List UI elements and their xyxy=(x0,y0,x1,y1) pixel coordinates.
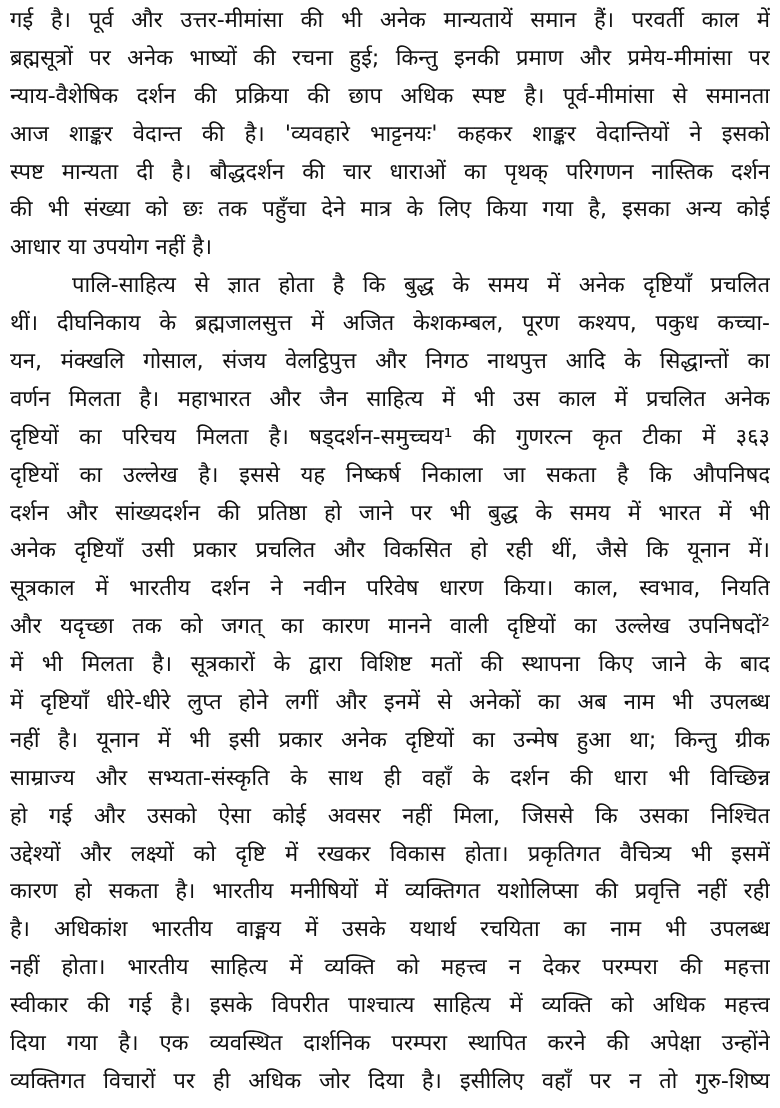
text-line: की भी संख्या को छः तक पहुँचा देने मात्र के लिए किया गया है, इसका अन्य कोई xyxy=(10,197,770,223)
text-line: दिया गया है। एक व्यवस्थित दार्शनिक परम्परा स्थापित करने की अपेक्षा उन्होंने xyxy=(10,1031,770,1057)
document-page xyxy=(10,2,770,1101)
text-line: थीं। दीघनिकाय के ब्रह्मजालसुत्त में अजित केशकम्बल, पूरण कश्यप, पकुध कच्चा- xyxy=(10,311,770,337)
text-line: ब्रह्मसूत्रों पर अनेक भाष्यों की रचना हुई; किन्तु इनकी प्रमाण और प्रमेय-मीमांसा पर xyxy=(10,45,770,71)
text-line: में भी मिलता है। सूत्रकारों के द्वारा विशिष्ट मतों की स्थापना किए जाने के बाद xyxy=(10,652,770,678)
text-line: साम्राज्य और सभ्यता-संस्कृति के साथ ही वहाँ के दर्शन की धारा भी विच्छिन्न xyxy=(10,765,770,791)
text-line: उद्देश्यों और लक्ष्यों को दृष्टि में रखकर विकास होता। प्रकृतिगत वैचित्र्य भी इसमें xyxy=(10,841,770,867)
text-line: हो गई और उसको ऐसा कोई अवसर नहीं मिला, जिससे कि उसका निश्चित xyxy=(10,803,770,829)
text-line: दृष्टियों का उल्लेख है। इससे यह निष्कर्ष निकाला जा सकता है कि औपनिषद xyxy=(10,462,770,488)
text-line: दर्शन और सांख्यदर्शन की प्रतिष्ठा हो जाने पर भी बुद्ध के समय में भारत में भी xyxy=(10,500,770,526)
text-line: नहीं होता। भारतीय साहित्य में व्यक्ति को महत्त्व न देकर परम्परा की महत्ता xyxy=(10,955,770,981)
text-line: में दृष्टियाँ धीरे-धीरे लुप्त होने लगीं और इनमें से अनेकों का अब नाम भी उपलब्ध xyxy=(10,690,770,716)
text-line: आधार या उपयोग नहीं है। xyxy=(10,235,213,261)
text-line: स्पष्ट मान्यता दी है। बौद्धदर्शन की चार धाराओं का पृथक् परिगणन नास्तिक दर्शन xyxy=(10,159,770,185)
text-line: न्याय-वैशेषिक दर्शन की प्रक्रिया की छाप अधिक स्पष्ट है। पूर्व-मीमांसा से समानता xyxy=(10,83,770,109)
text-line: कारण हो सकता है। भारतीय मनीषियों में व्यक्तिगत यशोलिप्सा की प्रवृत्ति नहीं रही xyxy=(10,879,770,905)
text-line: अनेक दृष्टियाँ उसी प्रकार प्रचलित और विकसित हो रही थीं, जैसे कि यूनान में। xyxy=(10,538,770,564)
text-line: सूत्रकाल में भारतीय दर्शन ने नवीन परिवेष धारण किया। काल, स्वभाव, नियति xyxy=(10,576,770,602)
text-line: वर्णन मिलता है। महाभारत और जैन साहित्य में भी उस काल में प्रचलित अनेक xyxy=(10,386,770,412)
text-line: स्वीकार की गई है। इसके विपरीत पाश्चात्य साहित्य में व्यक्ति को अधिक महत्त्व xyxy=(10,993,770,1019)
text-line: यन, मंक्खलि गोसाल, संजय वेलट्ठिपुत्त और निगठ नाथपुत्त आदि के सिद्धान्तों का xyxy=(10,349,770,375)
text-line: और यदृच्छा तक को जगत् का कारण मानने वाली दृष्टियों का उल्लेख उपनिषदों² xyxy=(10,614,770,640)
text-line: आज शाङ्कर वेदान्त की है। 'व्यवहारे भाट्टनयः' कहकर शाङ्कर वेदान्तियों ने इसको xyxy=(10,121,770,147)
text-line: दृष्टियों का परिचय मिलता है। षड्दर्शन-समुच्चय¹ की गुणरत्न कृत टीका में ३६३ xyxy=(10,424,770,450)
text-line: नहीं है। यूनान में भी इसी प्रकार अनेक दृष्टियों का उन्मेष हुआ था; किन्तु ग्रीक xyxy=(10,727,770,753)
text-line: व्यक्तिगत विचारों पर ही अधिक जोर दिया है। इसीलिए वहाँ पर न तो गुरु-शिष्य xyxy=(10,1068,770,1094)
text-line: गई है। पूर्व और उत्तर-मीमांसा की भी अनेक मान्यतायें समान हैं। परवर्ती काल में xyxy=(10,8,770,33)
text-line: पालि-साहित्य से ज्ञात होता है कि बुद्ध के समय में अनेक दृष्टियाँ प्रचलित xyxy=(72,273,770,299)
text-line: है। अधिकांश भारतीय वाङ्मय में उसके यथार्थ रचयिता का नाम भी उपलब्ध xyxy=(10,917,770,943)
